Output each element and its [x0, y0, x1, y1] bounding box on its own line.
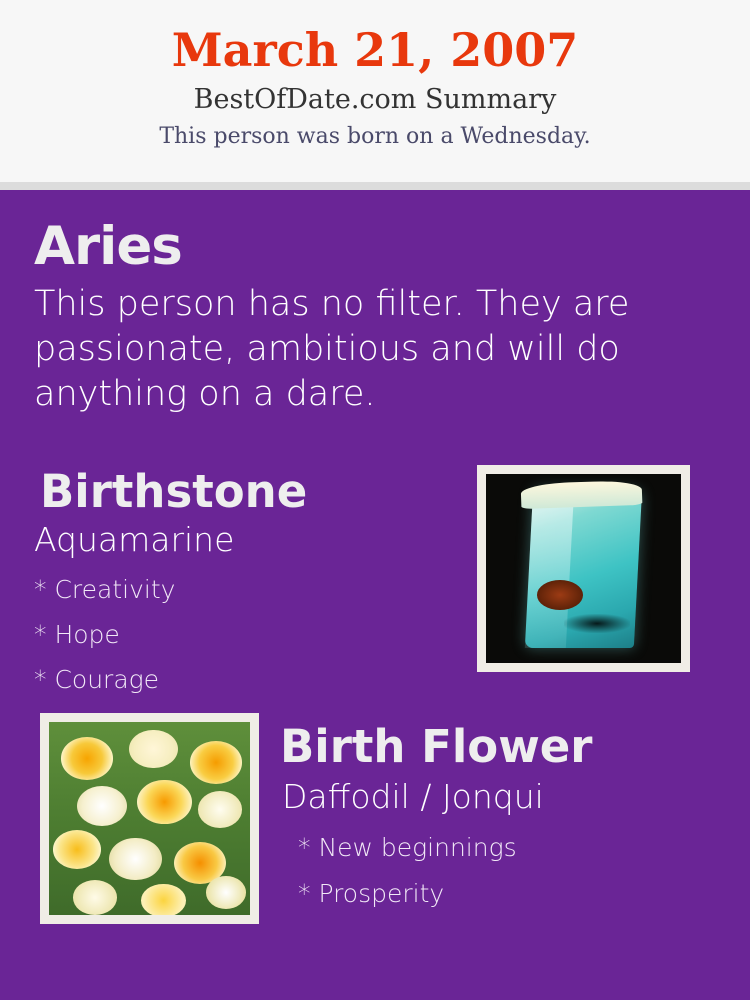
birthstone-image-frame [477, 465, 690, 672]
daffodil-bloom [77, 786, 127, 827]
page-title: March 21, 2007 [171, 23, 579, 77]
birthstone-trait: * Hope [34, 620, 120, 649]
daffodil-bloom [137, 780, 191, 824]
daffodil-field-photo [49, 722, 250, 915]
birthstone-text-block [32, 465, 462, 702]
crystal-top-facet [521, 479, 643, 508]
birth-flower-name: Daffodil / Jonqui [282, 777, 544, 816]
born-day-text: This person was born on a Wednesday. [159, 124, 591, 149]
daffodil-bloom [141, 884, 185, 915]
aquamarine-crystal-photo [486, 474, 681, 663]
daffodil-bloom [198, 791, 242, 828]
zodiac-sign-title: Aries [34, 216, 182, 277]
birth-flower-trait: * Prosperity [298, 879, 445, 908]
zodiac-description: This person has no filter. They are passionate, ambitious and will do anything on a dare. [34, 284, 630, 414]
birth-flower-title: Birth Flower [280, 720, 593, 773]
daffodil-bloom [73, 880, 117, 915]
crystal-inclusion [537, 580, 584, 610]
daffodil-bloom [61, 737, 113, 779]
site-summary-label: BestOfDate.com Summary [193, 84, 557, 115]
daffodil-bloom [190, 741, 242, 783]
header-divider [0, 182, 750, 190]
daffodil-bloom [129, 730, 177, 769]
birthstone-trait: * Creativity [34, 575, 176, 604]
card-header [0, 0, 750, 182]
birthstone-title: Birthstone [40, 465, 308, 518]
birth-flower-section [32, 713, 718, 943]
birthstone-name: Aquamarine [34, 520, 235, 559]
daffodil-bloom [53, 830, 101, 869]
birth-flower-image-frame [40, 713, 259, 924]
birth-flower-trait: * New beginnings [298, 833, 517, 862]
daffodil-bloom [206, 876, 246, 909]
daffodil-bloom [109, 838, 161, 880]
details-panel [0, 190, 750, 1000]
birthstone-trait: * Courage [34, 665, 160, 694]
birth-flower-text-block [280, 713, 718, 917]
crystal-shadow [564, 614, 630, 633]
birthstone-section [32, 465, 718, 695]
